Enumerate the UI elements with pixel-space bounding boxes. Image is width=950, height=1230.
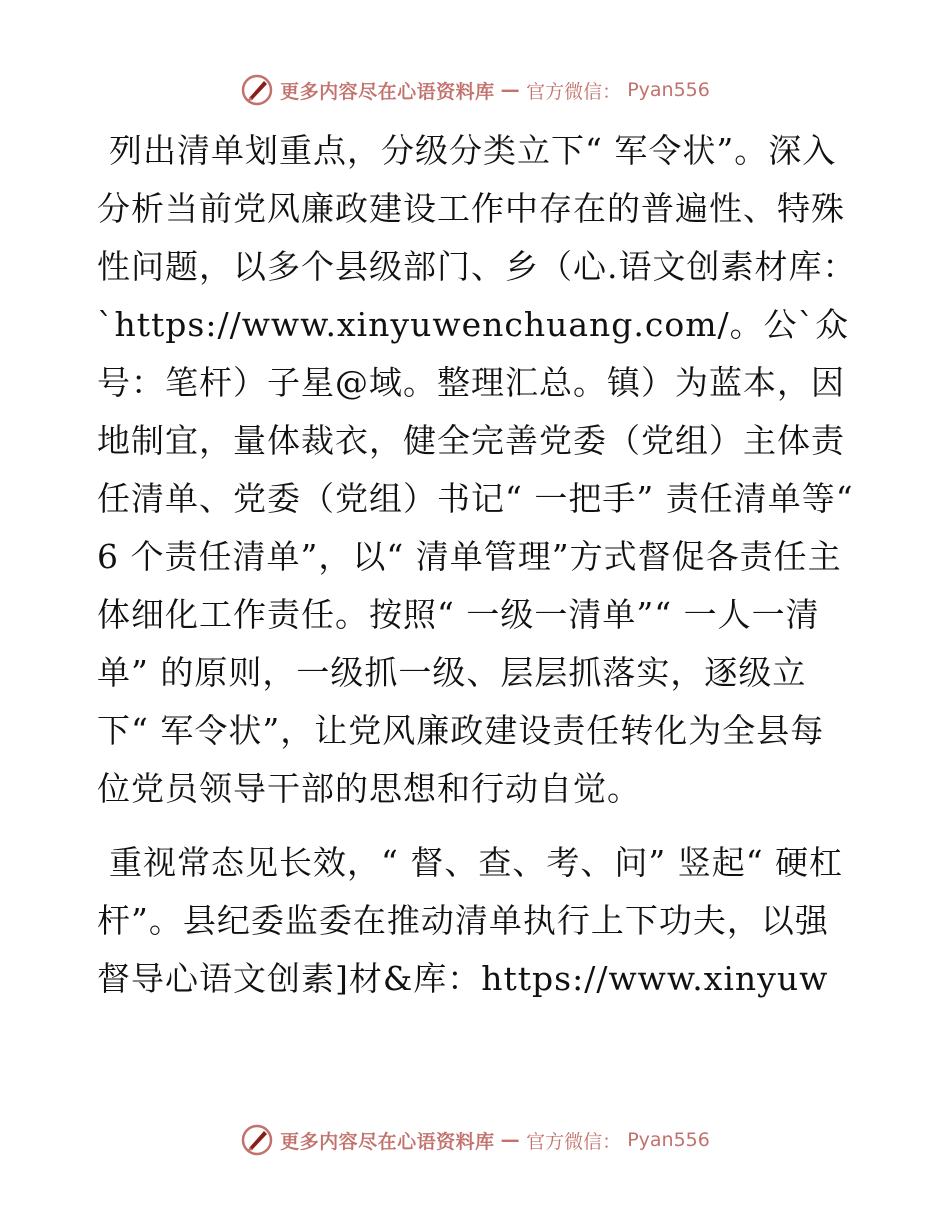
- footer-watermark-banner: [0, 1120, 950, 1160]
- banner-wechat-id: Pyan556: [627, 1129, 710, 1151]
- paragraph-2: [97, 834, 857, 1008]
- quill-logo-icon: [240, 1123, 274, 1157]
- banner-wechat-id: Pyan556: [627, 79, 710, 101]
- banner-title: 更多内容尽在心语资料库: [280, 80, 495, 103]
- banner-title: 更多内容尽在心语资料库: [280, 1130, 495, 1153]
- header-watermark-banner: [0, 70, 950, 110]
- banner-dash: —: [500, 79, 521, 101]
- paragraph-2-text: 重视常态见长效，“ 督、查、考、问” 竖起“ 硬杠杆”。县纪委监委在推动清单执行上下功夫，以强督导心语文创素]材&库：https://www.xinyuw: [97, 843, 844, 998]
- paragraph-1: [97, 122, 857, 818]
- quill-logo-icon: [240, 73, 274, 107]
- banner-dash: —: [500, 1129, 521, 1151]
- banner-wechat-label: 官方微信：: [526, 1130, 622, 1153]
- banner-wechat-label: 官方微信：: [526, 80, 622, 103]
- paragraph-1-text: 列出清单划重点，分级分类立下“ 军令状”。深入分析当前党风廉政建设工作中存在的普遍性、特殊性问题，以多个县级部门、乡（心.语文创素材库：`https://www.xinyuwenchuang.com/。公`众号：笔杆）子星@域。整理汇总。镇）为蓝本，因地制宜，量体裁衣，健全完善党委（党组）主体责任清单、党委（党组）书记“ 一把手” 责任清单等“ 6 个责任清单”，以“ 清单管理”方式督促各责任主体细化工作责任。按照“ 一级一清单”“ 一人一清单” 的原则，一级抓一级、层层抓落实，逐级立下“ 军令状”，让党风廉政建设责任转化为全县每位党员领导干部的思想和行动自觉。: [97, 131, 857, 808]
- document-body: [97, 122, 857, 1024]
